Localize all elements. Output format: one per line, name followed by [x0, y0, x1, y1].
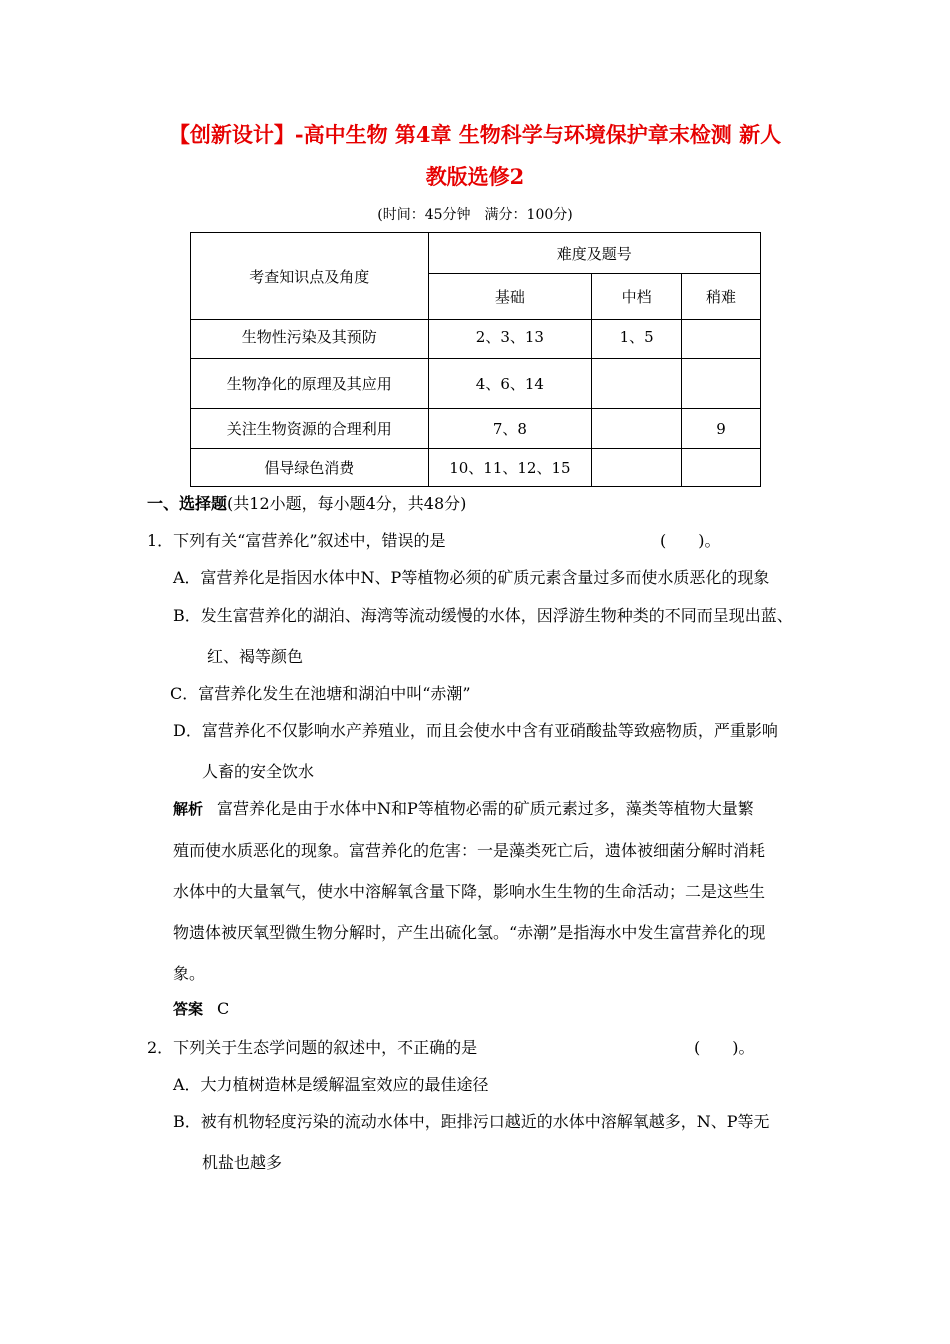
question-1-option-b-cont: 红、褐等颜色: [207, 647, 304, 666]
row-basic: 10、11、12、15: [428, 449, 592, 487]
row-hard: 9: [682, 409, 761, 449]
question-2-option-b: B．被有机物轻度污染的流动水体中，距排污口越近的水体中溶解氧越多，N、P等无: [173, 1112, 770, 1131]
table-row: [191, 359, 761, 409]
knowledge-point-table: [190, 232, 761, 487]
question-2-stem: 2．下列关于生态学问题的叙述中，不正确的是: [147, 1038, 478, 1057]
row-topic: 生物性污染及其预防: [191, 320, 429, 359]
header-level-hard: 稍难: [682, 274, 761, 320]
exam-time-and-score: (时间：45分钟 满分：100分): [377, 207, 573, 223]
question-1-option-d: D．富营养化不仅影响水产养殖业，而且会使水中含有亚硝酸盐等致癌物质，严重影响: [173, 721, 778, 740]
table-row: [191, 320, 761, 359]
question-1-option-b: B．发生富营养化的湖泊、海湾等流动缓慢的水体，因浮游生物种类的不同而呈现出蓝、: [173, 606, 793, 625]
row-hard: [682, 320, 761, 359]
question-2-answer-blank: ( )。: [694, 1038, 755, 1057]
row-hard: [682, 359, 761, 409]
analysis-text: 殖而使水质恶化的现象。富营养化的危害：一是藻类死亡后，遗体被细菌分解时消耗: [173, 841, 766, 860]
row-mid: [592, 409, 682, 449]
table-row: [191, 409, 761, 449]
header-level-mid: 中档: [592, 274, 682, 320]
row-basic: 4、6、14: [428, 359, 592, 409]
question-1-option-a: A．富营养化是指因水体中N、P等植物必须的矿质元素含量过多而使水质恶化的现象: [173, 568, 770, 587]
question-2-option-b-cont: 机盐也越多: [202, 1153, 283, 1172]
analysis-label: 解析: [173, 800, 204, 818]
row-hard: [682, 449, 761, 487]
section-heading: [147, 491, 466, 514]
analysis-text: 富营养化是由于水体中N和P等植物必需的矿质元素过多，藻类等植物大量繁: [217, 799, 754, 818]
answer-value: C: [217, 999, 230, 1018]
row-topic: 倡导绿色消费: [191, 449, 429, 487]
row-mid: [592, 359, 682, 409]
question-1-answer: [173, 998, 229, 1019]
row-topic: 生物净化的原理及其应用: [191, 359, 429, 409]
analysis-text: 水体中的大量氧气，使水中溶解氧含量下降，影响水生生物的生命活动；二是这些生: [173, 882, 766, 901]
analysis-text: 象。: [173, 964, 206, 983]
section-title: 一、选择题: [147, 494, 228, 513]
analysis-text: 物遗体被厌氧型微生物分解时，产生出硫化氢。“赤潮”是指海水中发生富营养化的现: [173, 923, 766, 942]
row-mid: 1、5: [592, 320, 682, 359]
question-2-option-a: A．大力植树造林是缓解温室效应的最佳途径: [173, 1075, 489, 1094]
header-level-basic: 基础: [428, 274, 592, 320]
row-basic: 2、3、13: [428, 320, 592, 359]
question-1-stem: 1．下列有关“富营养化”叙述中，错误的是: [147, 531, 446, 550]
section-note: (共12小题，每小题4分，共48分): [227, 494, 467, 513]
header-topic: 考查知识点及角度: [191, 233, 429, 320]
row-topic: 关注生物资源的合理利用: [191, 409, 429, 449]
header-difficulty: 难度及题号: [428, 233, 760, 274]
question-1-option-d-cont: 人畜的安全饮水: [202, 762, 315, 781]
question-1-answer-blank: ( )。: [660, 531, 721, 550]
row-basic: 7、8: [428, 409, 592, 449]
question-1-option-c: C．富营养化发生在池塘和湖泊中叫“赤潮”: [170, 684, 471, 703]
question-1-analysis: [173, 796, 754, 819]
document-title-line-2: 教版选修2: [425, 164, 525, 189]
answer-label: 答案: [173, 1000, 204, 1018]
table-row: [191, 449, 761, 487]
document-title-line-1: 【创新设计】-高中生物 第4章 生物科学与环境保护章末检测 新人: [168, 122, 782, 147]
row-mid: [592, 449, 682, 487]
